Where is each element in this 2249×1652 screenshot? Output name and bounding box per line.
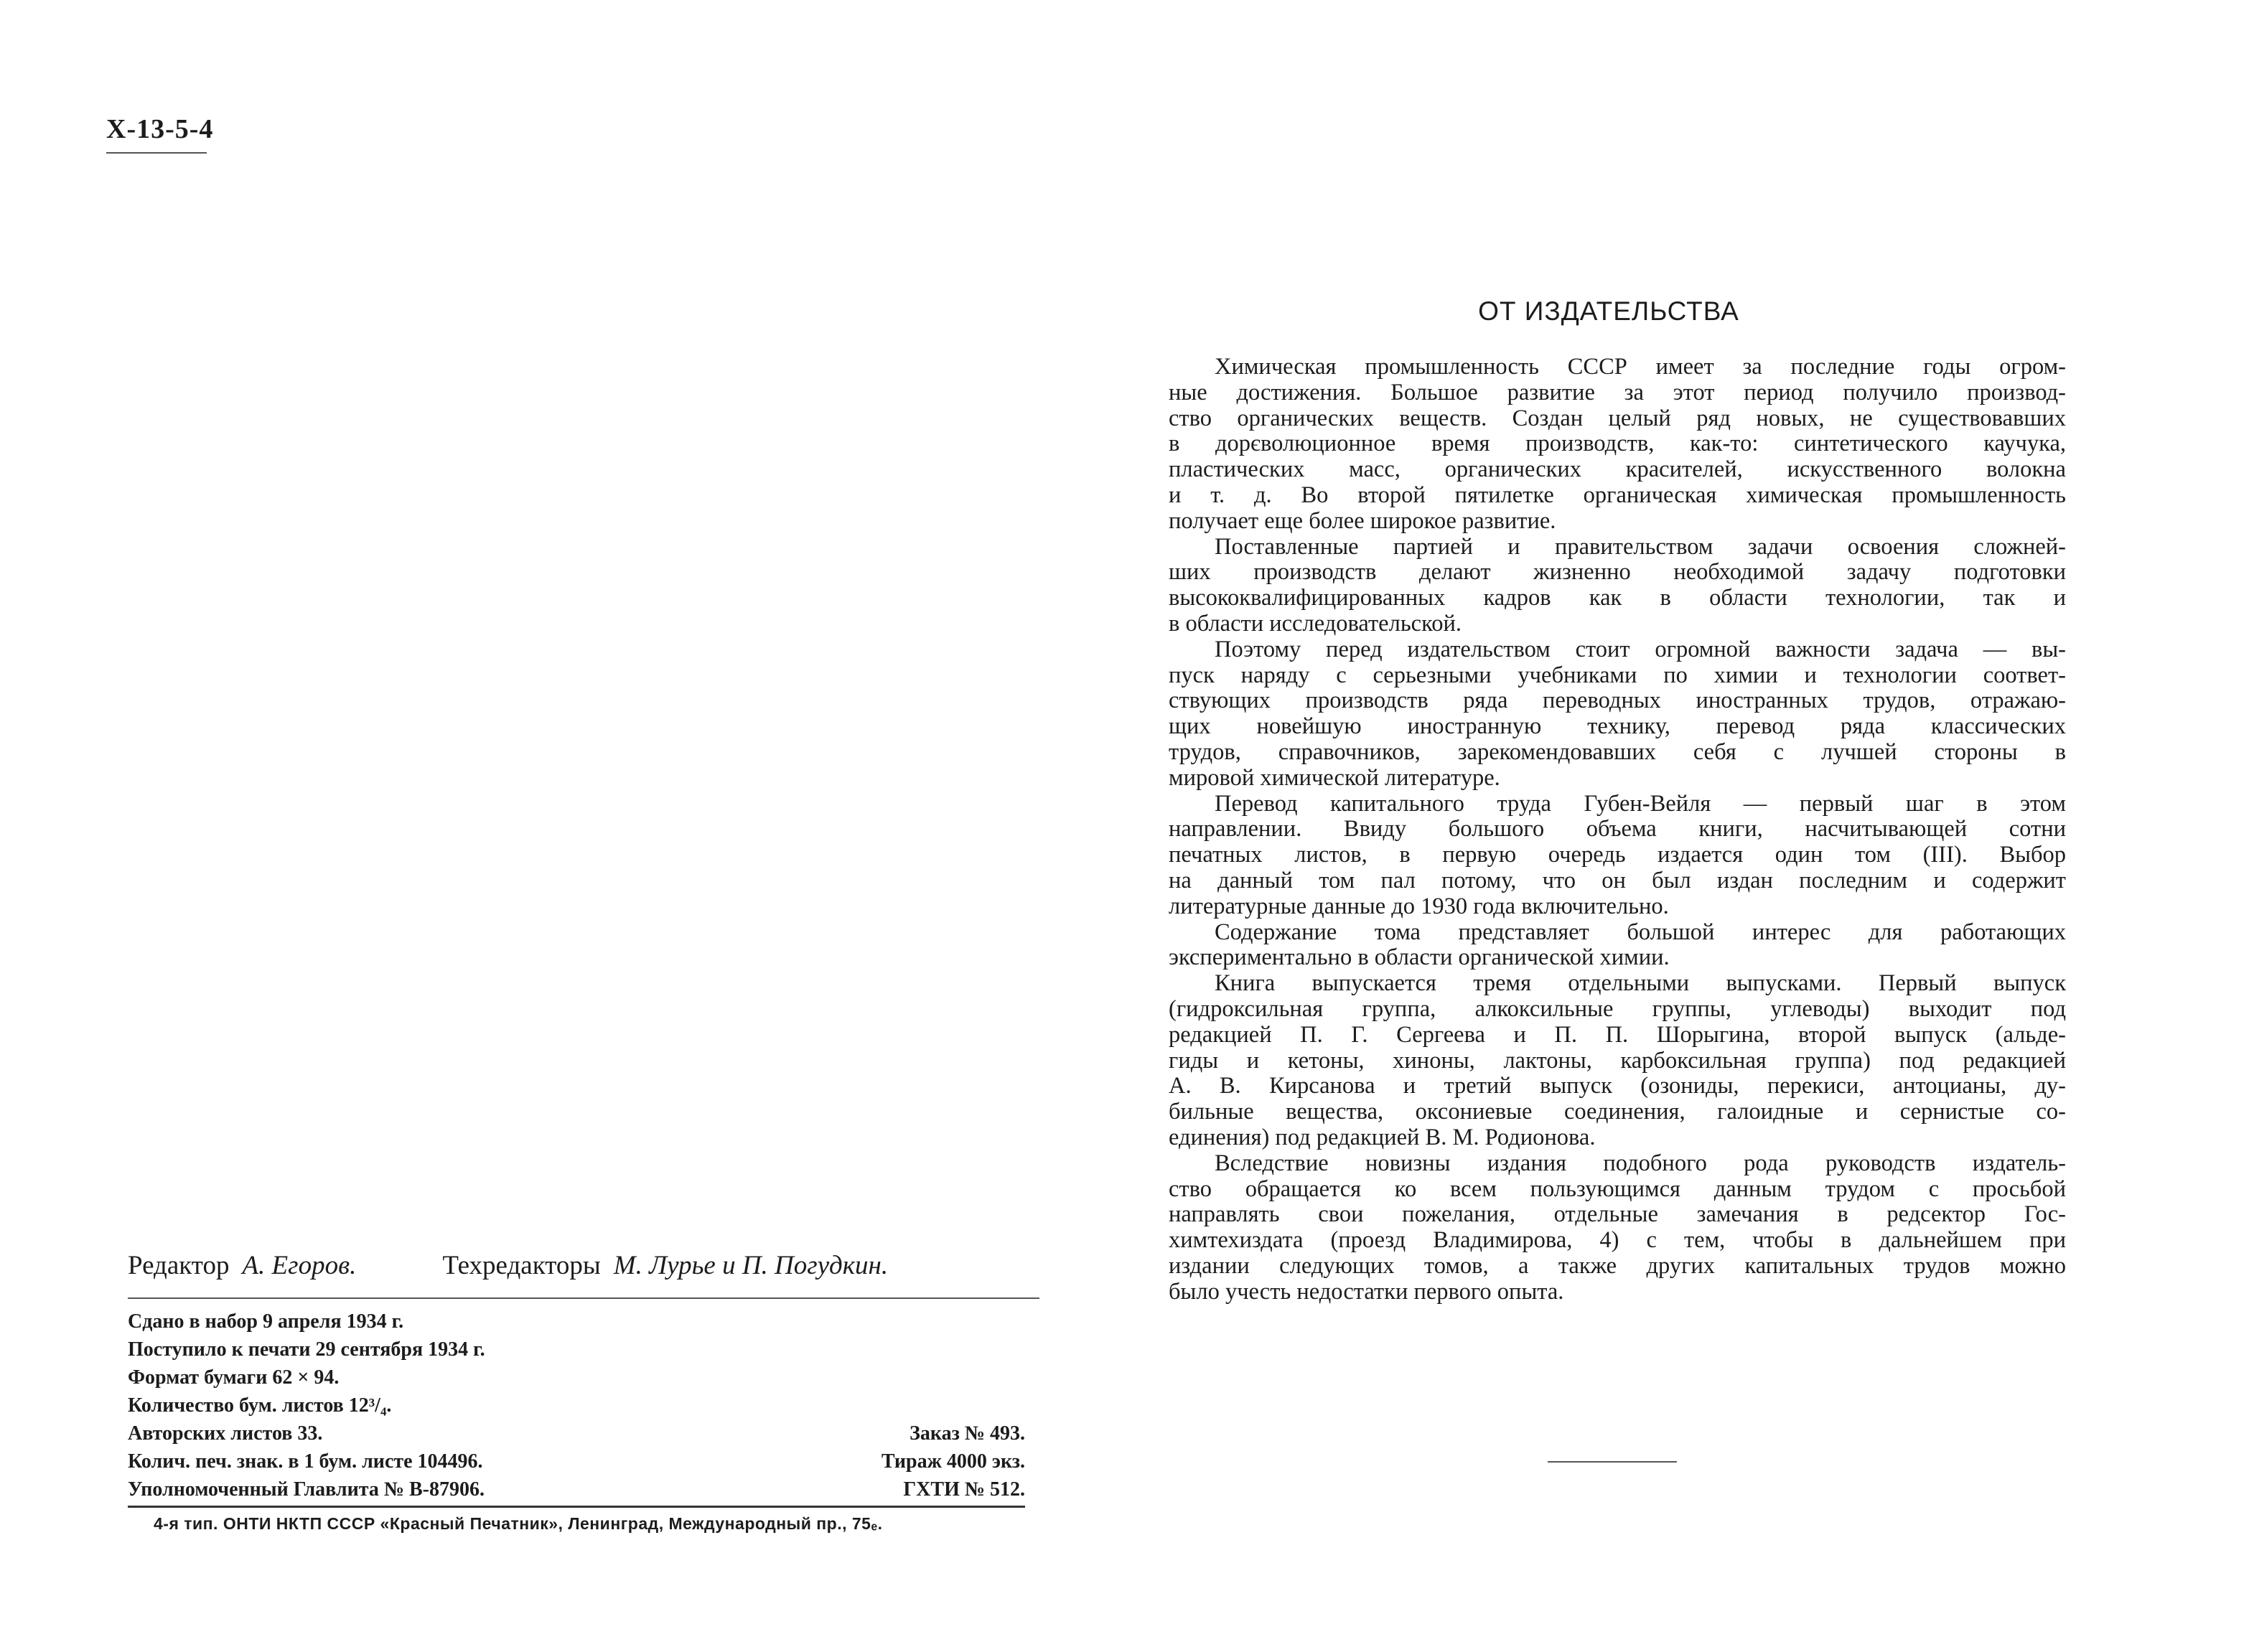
text-line: экспериментально в области органической химии. xyxy=(1169,944,1670,971)
imprint-left: Сдано в набор 9 апреля 1934 г. xyxy=(128,1310,404,1333)
text-line: Перевод капитального труда Губен-Вейля — первый шаг в этом xyxy=(1215,790,2066,817)
left-page xyxy=(0,0,1124,1652)
text-line: редакцией П. Г. Сергеева и П. П. Шорыгина, второй выпуск (альде- xyxy=(1169,1021,2066,1048)
text-line: ших производств делают жизненно необходимой задачу подготовки xyxy=(1169,559,2066,586)
imprint-left: Авторских листов 33. xyxy=(128,1422,323,1445)
text-line: ные достижения. Большое развитие за этот период получило производ- xyxy=(1169,379,2066,405)
text-line: Книга выпускается тремя отдельными выпусками. Первый выпуск xyxy=(1215,970,2066,997)
text-line: на данный том пал потому, что он был издан последним и содержит xyxy=(1169,867,2066,893)
text-line: направлять свои пожелания, отдельные замечания в редсектор Гос- xyxy=(1169,1201,2066,1228)
text-line: Химическая промышленность СССР имеет за последние годы огром- xyxy=(1215,354,2066,380)
imprint-line xyxy=(128,1308,1025,1336)
text-line: ство обращается ко всем пользующимся данным трудом с просьбой xyxy=(1169,1175,2066,1202)
text-line: Поставленные партией и правительством задачи освоения сложней- xyxy=(1215,533,2066,560)
imprint-left: Формат бумаги 62 × 94. xyxy=(128,1366,340,1389)
text-line: щих новейшую иностранную технику, перевод ряда классических xyxy=(1169,713,2066,740)
text-line: в дорєволюционное время производств, как-то: синтетического каучука, xyxy=(1169,431,2066,457)
text-line: печатных листов, в первую очередь издается один том (III). Выбор xyxy=(1169,842,2066,868)
imprint-right: Заказ № 493. xyxy=(910,1422,1025,1445)
imprint-line xyxy=(128,1475,1025,1503)
text-line: А. В. Кирсанова и третий выпуск (озониды, перекиси, антоцианы, ду- xyxy=(1169,1073,2066,1099)
text-line: (гидроксильная группа, алкоксильные группы, углеводы) выходит под xyxy=(1169,995,2066,1022)
text-line: мировой химической литературе. xyxy=(1169,764,1500,791)
preface-body xyxy=(1169,355,2066,1305)
text-line: издании следующих томов, а также других капитальных трудов можно xyxy=(1169,1252,2066,1279)
text-line: пуск наряду с серьезными учебниками по химии и технологии соответ- xyxy=(1169,662,2066,688)
preface-paragraph xyxy=(1169,920,2066,972)
text-line: единения) под редакцией В. М. Родионова. xyxy=(1169,1124,1596,1150)
text-line: высококвалифицированных кадров как в области технологии, так и xyxy=(1169,585,2066,611)
imprint-left: Уполномоченный Главлита № В-87906. xyxy=(128,1478,485,1501)
catalog-code: Х-13-5-4 xyxy=(106,114,214,144)
text-line: трудов, справочников, зарекомендовавших себя с лучшей стороны в xyxy=(1169,738,2066,765)
imprint-left: Поступило к печати 29 сентября 1934 г. xyxy=(128,1338,485,1361)
editor-label: Редактор xyxy=(128,1251,230,1280)
text-line: было учесть недостатки первого опыта. xyxy=(1169,1278,1564,1305)
text-line: получает еще более широкое развитие. xyxy=(1169,507,1556,534)
credits-line xyxy=(128,1250,1039,1281)
credits-rule xyxy=(128,1297,1039,1299)
text-line: литературные данные до 1930 года включительно. xyxy=(1169,893,1669,919)
editor-name: А. Егоров. xyxy=(242,1251,357,1280)
text-line: Вследствие новизны издания подобного рода руководств издатель- xyxy=(1215,1150,2066,1176)
printer-line: 4-я тип. ОНТИ НКТП СССР «Красный Печатник», Ленинград, Международный пр., 75ₑ. xyxy=(154,1514,883,1533)
text-line: ствующих производств ряда переводных иностранных трудов, отражаю- xyxy=(1169,687,2066,714)
tech-editors-label: Техредакторы xyxy=(442,1251,601,1280)
text-line: Поэтому перед издательством стоит огромной важности задача — вы- xyxy=(1215,636,2066,662)
preface-paragraph xyxy=(1169,971,2066,1151)
preface-title: ОТ ИЗДАТЕЛЬСТВА xyxy=(1478,296,1739,326)
text-line: пластических масс, органических красителей, искусственного волокна xyxy=(1169,456,2066,483)
preface-paragraph xyxy=(1169,637,2066,792)
imprint-line xyxy=(128,1391,1025,1419)
text-line: бильные вещества, оксониевые соединения, галоидные и сернистые со- xyxy=(1169,1099,2066,1125)
text-line: и т. д. Во второй пятилетке органическая химическая промышленность xyxy=(1169,482,2066,508)
text-line: в области исследовательской. xyxy=(1169,610,1462,637)
imprint-left: Колич. печ. знак. в 1 бум. листе 104496. xyxy=(128,1450,483,1473)
imprint-block xyxy=(128,1308,1025,1503)
imprint-line xyxy=(128,1419,1025,1447)
imprint-line xyxy=(128,1447,1025,1475)
preface-paragraph xyxy=(1169,1151,2066,1305)
imprint-right: ГХТИ № 512. xyxy=(903,1478,1025,1501)
closing-rule xyxy=(1548,1461,1677,1463)
preface-paragraph xyxy=(1169,355,2066,535)
imprint-right: Тираж 4000 экз. xyxy=(881,1450,1025,1473)
right-page xyxy=(1124,0,2249,1652)
imprint-line xyxy=(128,1364,1025,1391)
preface-paragraph xyxy=(1169,535,2066,637)
text-line: направлении. Ввиду большого объема книги, насчитывающей сотни xyxy=(1169,816,2066,843)
text-line: химтехиздата (проезд Владимирова, 4) с тем, чтобы в дальнейшем при xyxy=(1169,1227,2066,1254)
tech-editors-names: М. Лурье и П. Погудкин. xyxy=(613,1251,889,1280)
preface-paragraph xyxy=(1169,792,2066,920)
catalog-code-underline xyxy=(106,152,207,154)
text-line: Содержание тома представляет большой интерес для работающих xyxy=(1215,919,2066,945)
text-line: гиды и кетоны, хиноны, лактоны, карбоксильная группа) под редакцией xyxy=(1169,1047,2066,1074)
imprint-rule xyxy=(128,1506,1025,1508)
imprint-left: Количество бум. листов 12³/₄. xyxy=(128,1394,392,1417)
text-line: ство органических веществ. Создан целый ряд новых, не существовавших xyxy=(1169,405,2066,431)
imprint-line xyxy=(128,1336,1025,1364)
